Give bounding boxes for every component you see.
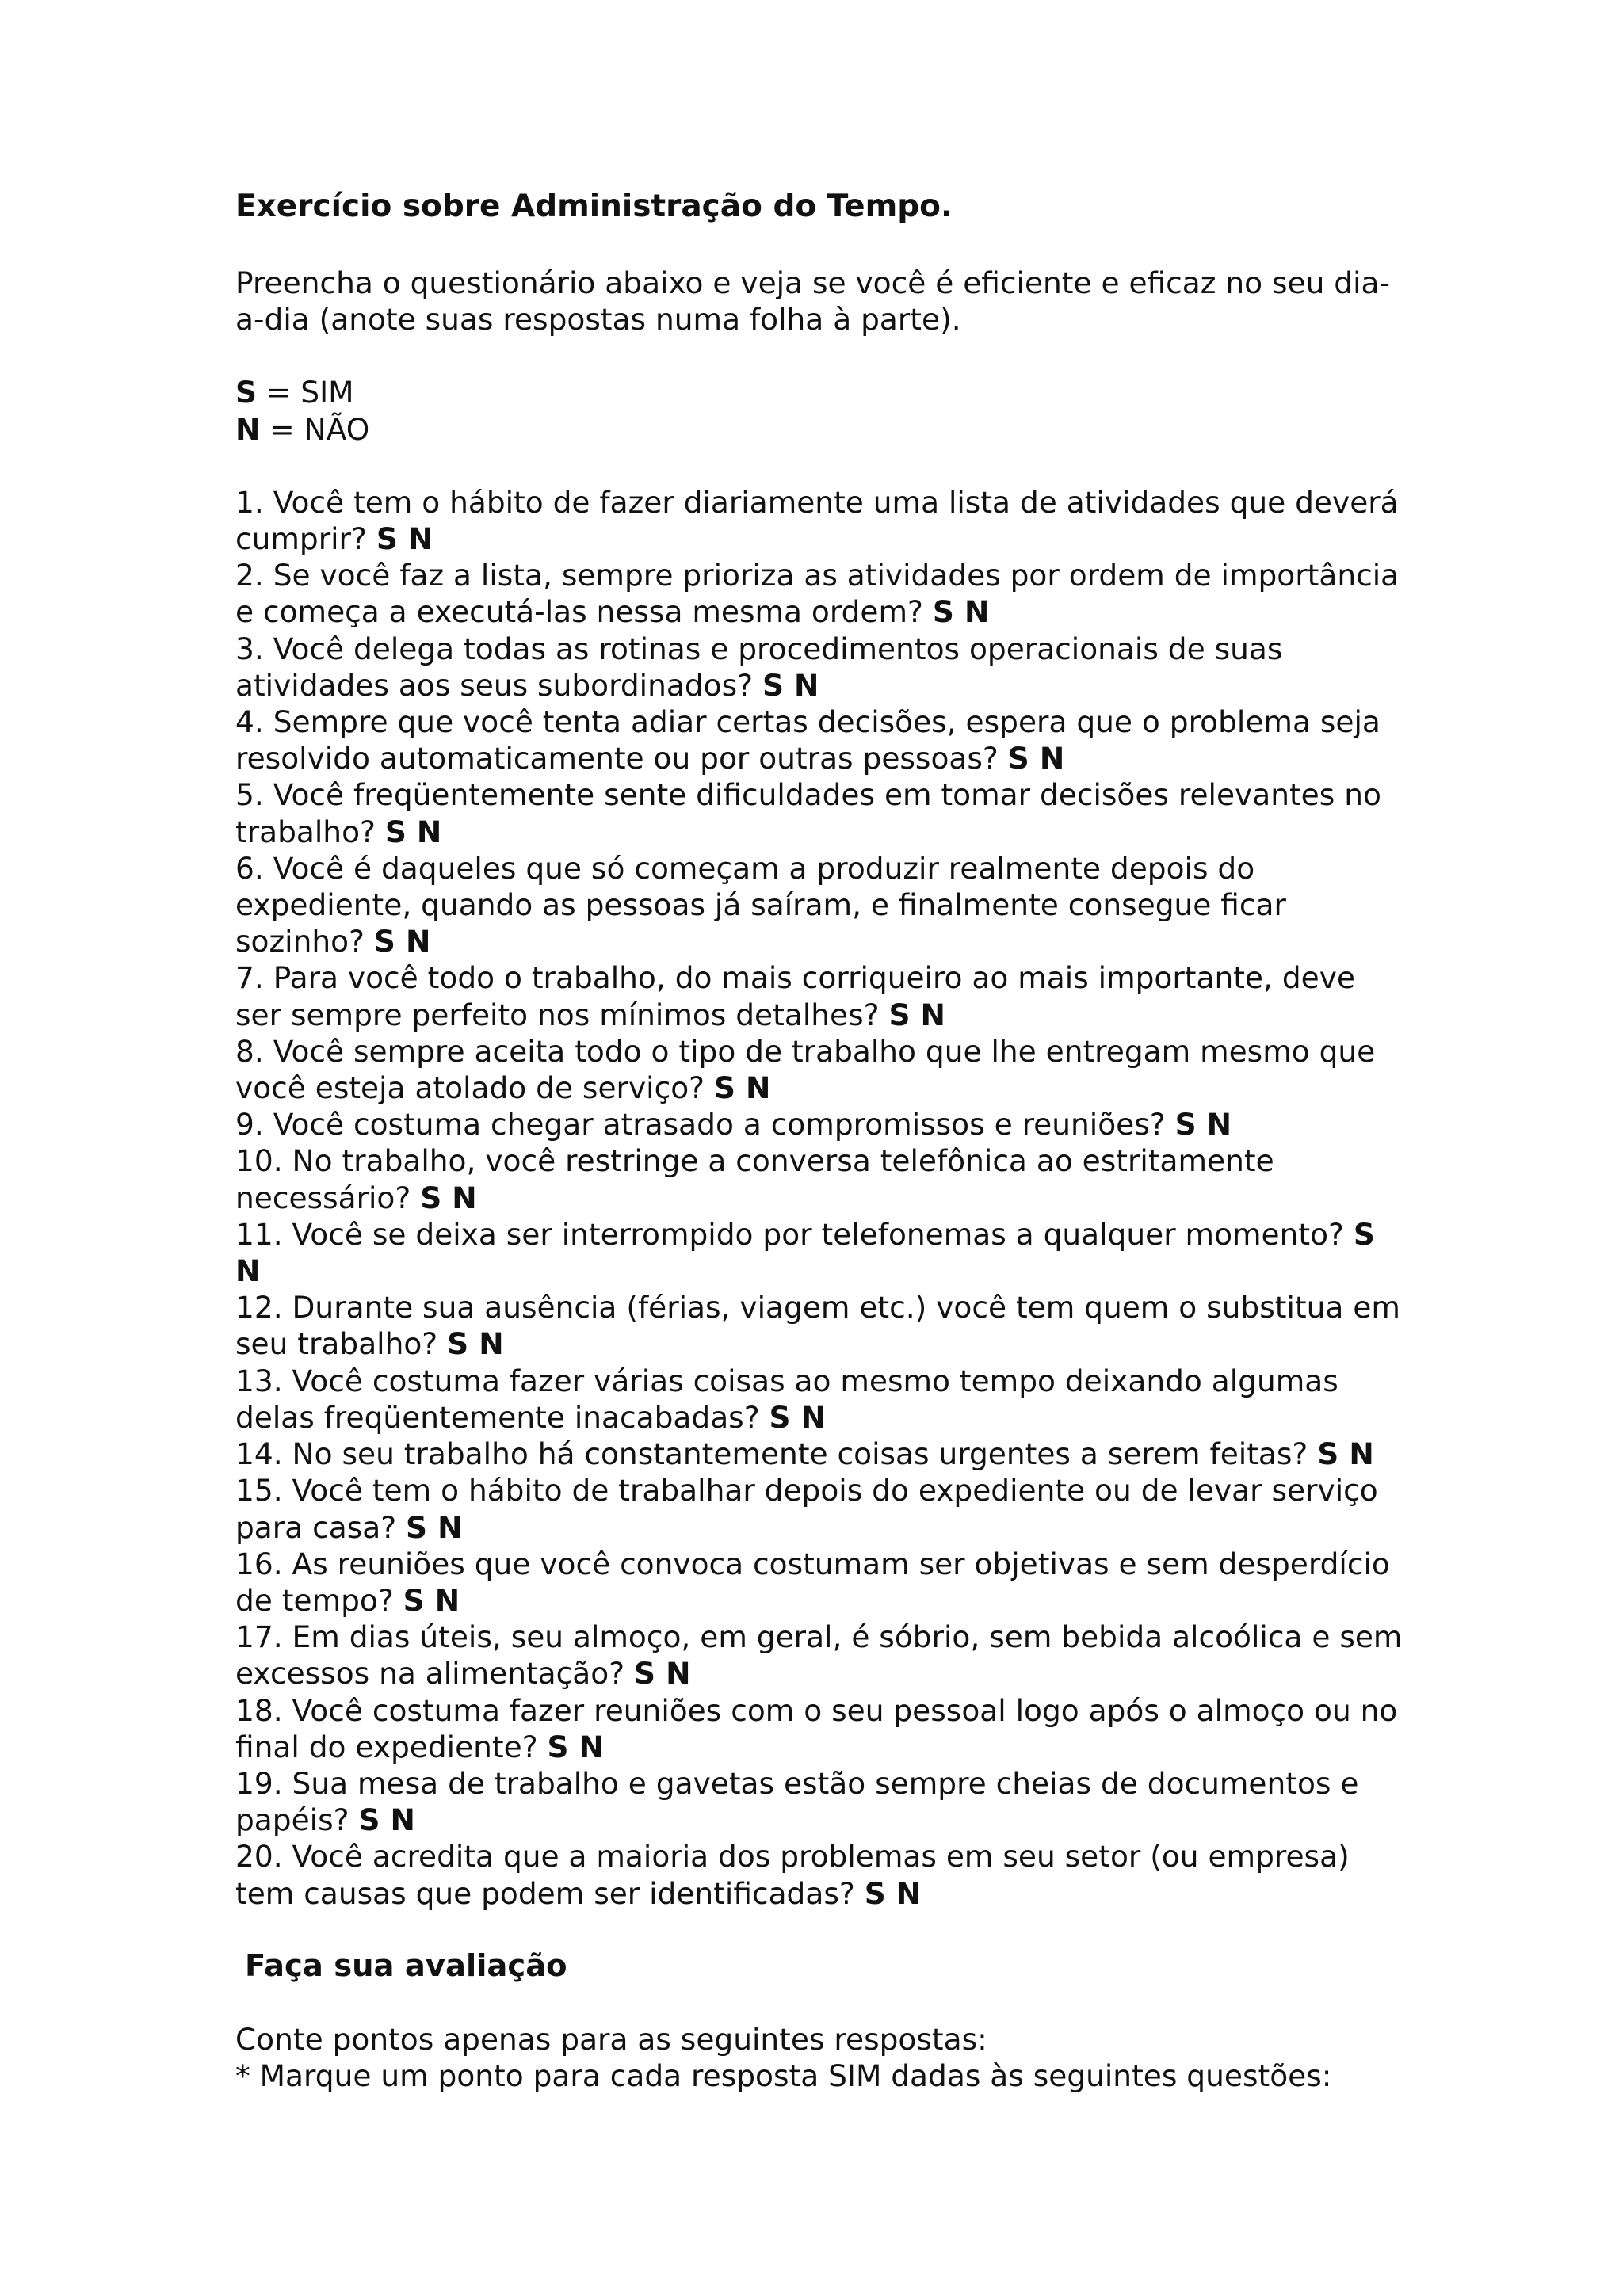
question-text: 16. As reuniões que você convoca costumam ser objetivas e sem desperdício de tempo? <box>235 1546 1390 1618</box>
document-page <box>235 189 1408 2094</box>
question-text: 20. Você acredita que a maioria dos problemas em seu setor (ou empresa) tem causas que podem ser identificadas? <box>235 1839 1350 1911</box>
evaluation-line: Conte pontos apenas para as seguintes respostas: <box>235 2021 987 2057</box>
answer-marker: S N <box>447 1326 504 1362</box>
legend-text-n: = NÃO <box>260 411 370 447</box>
question-item <box>235 704 1408 776</box>
question-text: 6. Você é daqueles que só começam a produzir realmente depois do expediente, quando as pessoas já saíram, e finalmente consegue ficar sozinho? <box>235 850 1286 959</box>
question-text: 13. Você costuma fazer várias coisas ao mesmo tempo deixando algumas delas freqüentemente inacabadas? <box>235 1363 1338 1435</box>
question-text: 8. Você sempre aceita todo o tipo de trabalho que lhe entregam mesmo que você esteja atolado de serviço? <box>235 1033 1376 1106</box>
question-item <box>235 557 1408 630</box>
answer-marker: S N <box>932 594 990 630</box>
answer-marker: S N <box>888 997 945 1032</box>
question-item <box>235 1216 1408 1289</box>
evaluation-instructions <box>235 2021 1408 2094</box>
question-item <box>235 1363 1408 1436</box>
question-item <box>235 484 1408 557</box>
answer-marker: S N <box>420 1180 477 1215</box>
answer-marker: S N <box>769 1399 826 1435</box>
answer-marker: S N <box>384 814 442 849</box>
question-text: 12. Durante sua ausência (férias, viagem etc.) você tem quem o substitua em seu trabalho? <box>235 1290 1400 1362</box>
question-text: 14. No seu trabalho há constantemente coisas urgentes a serem feitas? <box>235 1436 1308 1472</box>
question-text: 2. Se você faz a lista, sempre prioriza as atividades por ordem de importância e começa a executá-las nessa mesma ordem? <box>235 558 1400 630</box>
question-text: 17. Em dias úteis, seu almoço, em geral, é sóbrio, sem bebida alcoólica e sem excessos na alimentação? <box>235 1619 1403 1691</box>
answer-marker: S N <box>634 1656 691 1691</box>
question-text: 3. Você delega todas as rotinas e procedimentos operacionais de suas atividades aos seus subordinados? <box>235 631 1283 703</box>
evaluation-heading: Faça sua avaliação <box>245 1947 567 1984</box>
answer-marker: S N <box>1317 1436 1374 1472</box>
question-item <box>235 1106 1408 1142</box>
answer-marker: S N <box>547 1729 604 1764</box>
question-item <box>235 1472 1408 1545</box>
answer-marker: S N <box>1007 741 1065 776</box>
question-item <box>235 1838 1408 1911</box>
answer-marker: S N <box>358 1802 415 1838</box>
answer-marker: S N <box>403 1582 460 1618</box>
question-text: 5. Você freqüentemente sente dificuldades em tomar decisões relevantes no trabalho? <box>235 777 1381 849</box>
question-item <box>235 1619 1408 1691</box>
answer-marker: S N <box>406 1509 463 1545</box>
question-item <box>235 1765 1408 1838</box>
answer-marker: S N <box>1174 1107 1232 1142</box>
question-text: 7. Para você todo o trabalho, do mais corriqueiro ao mais importante, deve ser sempre perfeito nos mínimos detalhes? <box>235 960 1355 1032</box>
answer-marker: S N <box>762 667 819 703</box>
question-item <box>235 776 1408 849</box>
question-text: 10. No trabalho, você restringe a conversa telefônica ao estritamente necessário? <box>235 1143 1274 1215</box>
question-item <box>235 1033 1408 1106</box>
answer-marker: S N <box>373 924 431 959</box>
intro-paragraph: Preencha o questionário abaixo e veja se você é eficiente e eficaz no seu dia-a-dia (anote suas respostas numa folha à parte). <box>235 265 1391 338</box>
question-text: 19. Sua mesa de trabalho e gavetas estão sempre cheias de documentos e papéis? <box>235 1765 1359 1838</box>
question-item <box>235 850 1408 960</box>
legend-key-s: S <box>235 375 258 410</box>
question-text: 1. Você tem o hábito de fazer diariamente uma lista de atividades que deverá cumprir? <box>235 484 1399 557</box>
answer-legend <box>235 374 1408 447</box>
question-text: 15. Você tem o hábito de trabalhar depois do expediente ou de levar serviço para casa? <box>235 1473 1378 1545</box>
question-text: 9. Você costuma chegar atrasado a compromissos e reuniões? <box>235 1107 1166 1142</box>
question-text: 4. Sempre que você tenta adiar certas decisões, espera que o problema seja resolvido automaticamente ou por outras pessoas? <box>235 704 1381 776</box>
answer-marker: S N <box>376 521 433 557</box>
legend-text-s: = SIM <box>257 375 354 410</box>
question-item <box>235 1142 1408 1215</box>
question-item <box>235 959 1408 1032</box>
answer-marker: S N <box>235 1216 1375 1289</box>
legend-no <box>235 411 1408 448</box>
answer-marker: S N <box>864 1875 922 1911</box>
question-item <box>235 1436 1408 1472</box>
question-item <box>235 1692 1408 1765</box>
answer-marker: S N <box>713 1070 771 1106</box>
question-text: 18. Você costuma fazer reuniões com o seu pessoal logo após o almoço ou no final do expediente? <box>235 1692 1398 1764</box>
question-item <box>235 1546 1408 1619</box>
question-list <box>235 484 1408 1912</box>
question-text: 11. Você se deixa ser interrompido por telefonemas a qualquer momento? <box>235 1216 1344 1252</box>
question-item <box>235 631 1408 704</box>
legend-key-n: N <box>235 411 261 447</box>
question-item <box>235 1289 1408 1362</box>
legend-yes <box>235 374 1408 410</box>
document-title: Exercício sobre Administração do Tempo. <box>235 189 953 224</box>
evaluation-line: * Marque um ponto para cada resposta SIM dadas às seguintes questões: <box>235 2058 1332 2094</box>
